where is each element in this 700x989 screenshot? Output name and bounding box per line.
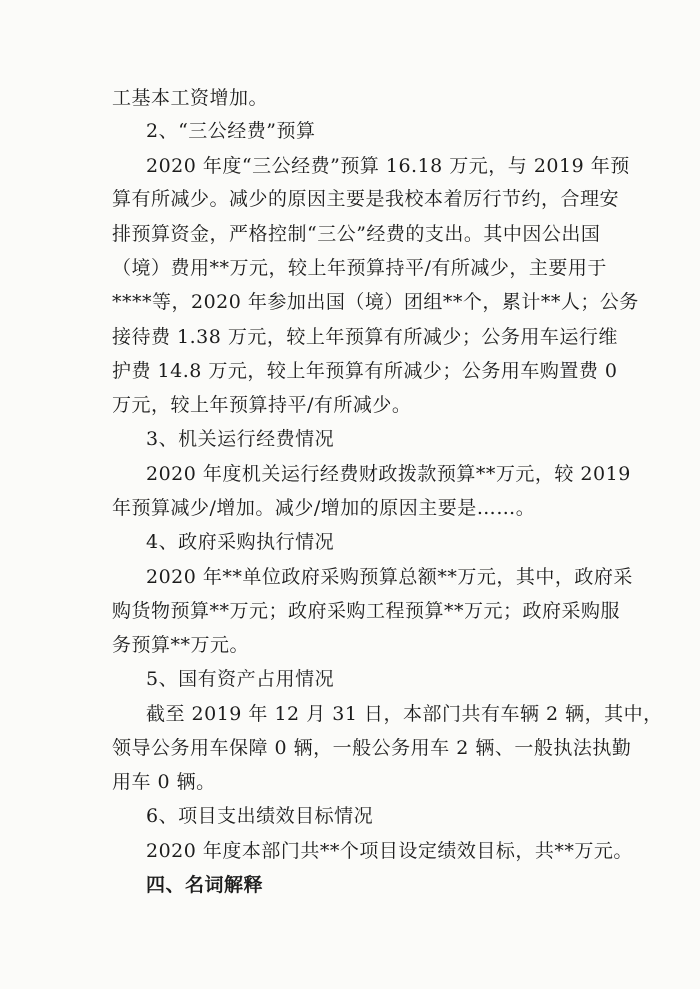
section-heading: 5、国有资产占用情况 bbox=[146, 668, 335, 690]
section-heading: 6、项目支出绩效目标情况 bbox=[146, 805, 374, 827]
paragraph-line: 用车 0 辆。 bbox=[112, 771, 216, 793]
section-heading: 4、政府采购执行情况 bbox=[146, 531, 335, 553]
paragraph-line: 截至 2019 年 12 月 31 日，本部门共有车辆 2 辆，其中， bbox=[146, 703, 663, 725]
paragraph-line: 2020 年度机关运行经费财政拨款预算**万元，较 2019 bbox=[146, 463, 631, 485]
paragraph-line: 2020 年度本部门共**个项目设定绩效目标，共**万元。 bbox=[146, 840, 633, 862]
paragraph-line: ****等，2020 年参加出国（境）团组**个，累计**人；公务 bbox=[112, 291, 639, 313]
paragraph-line: 年预算减少/增加。减少/增加的原因主要是……。 bbox=[112, 497, 536, 519]
paragraph-line: 算有所减少。减少的原因主要是我校本着厉行节约，合理安 bbox=[112, 188, 620, 210]
chapter-heading: 四、名词解释 bbox=[146, 874, 264, 896]
paragraph-line: 接待费 1.38 万元，较上年预算有所减少；公务用车运行维 bbox=[112, 326, 618, 348]
paragraph-line: 务预算**万元。 bbox=[112, 634, 250, 656]
paragraph-line: 领导公务用车保障 0 辆，一般公务用车 2 辆、一般执法执勤 bbox=[112, 737, 632, 759]
section-heading: 2、“三公经费”预算 bbox=[146, 120, 316, 142]
paragraph-line: 万元，较上年预算持平/有所减少。 bbox=[112, 394, 412, 416]
section-heading: 3、机关运行经费情况 bbox=[146, 428, 335, 450]
paragraph-line: 护费 14.8 万元，较上年预算有所减少；公务用车购置费 0 bbox=[112, 360, 618, 382]
paragraph-line: 购货物预算**万元；政府采购工程预算**万元；政府采购服 bbox=[112, 600, 621, 622]
paragraph-line: （境）费用**万元，较上年预算持平/有所减少，主要用于 bbox=[112, 257, 607, 279]
paragraph-line: 工基本工资增加。 bbox=[112, 87, 269, 109]
paragraph-line: 排预算资金，严格控制“三公”经费的支出。其中因公出国 bbox=[112, 223, 601, 245]
paragraph-line: 2020 年度“三公经费”预算 16.18 万元，与 2019 年预 bbox=[146, 155, 630, 177]
paragraph-line: 2020 年**单位政府采购预算总额**万元，其中，政府采 bbox=[146, 566, 633, 588]
